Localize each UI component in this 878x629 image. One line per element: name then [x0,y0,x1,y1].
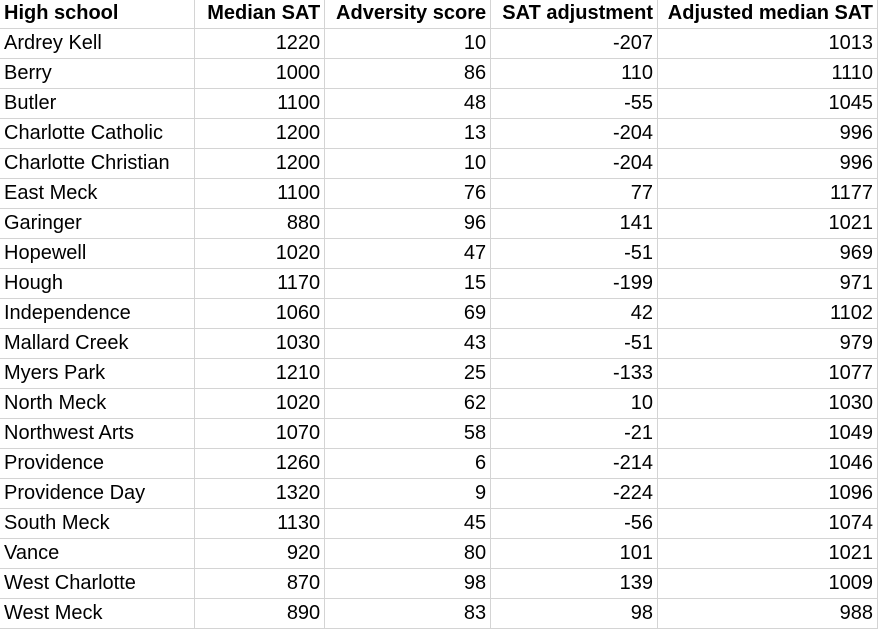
cell-high-school[interactable]: Ardrey Kell [0,28,195,58]
cell-adversity-score[interactable]: 13 [325,118,491,148]
table-row [0,28,878,58]
cell-adjusted-median-sat[interactable]: 996 [658,148,878,178]
cell-high-school[interactable]: Mallard Creek [0,328,195,358]
cell-sat-adjustment[interactable]: -55 [491,88,658,118]
cell-adversity-score[interactable]: 48 [325,88,491,118]
table-row [0,298,878,328]
cell-adversity-score[interactable]: 45 [325,508,491,538]
cell-median-sat[interactable]: 1220 [195,28,325,58]
header-median-sat[interactable]: Median SAT [195,0,325,28]
table-row [0,58,878,88]
table-row [0,88,878,118]
cell-high-school[interactable]: West Charlotte [0,568,195,598]
cell-adjusted-median-sat[interactable]: 996 [658,118,878,148]
cell-adjusted-median-sat[interactable]: 979 [658,328,878,358]
cell-sat-adjustment[interactable]: -199 [491,268,658,298]
cell-sat-adjustment[interactable]: 77 [491,178,658,208]
cell-adversity-score[interactable]: 96 [325,208,491,238]
table-row [0,418,878,448]
table-row [0,448,878,478]
table-row [0,208,878,238]
cell-sat-adjustment[interactable]: 98 [491,598,658,628]
cell-adversity-score[interactable]: 10 [325,148,491,178]
header-adjusted-median-sat[interactable]: Adjusted median SAT [658,0,878,28]
cell-adversity-score[interactable]: 15 [325,268,491,298]
cell-sat-adjustment[interactable]: -51 [491,328,658,358]
cell-adjusted-median-sat[interactable]: 1030 [658,388,878,418]
cell-high-school[interactable]: Vance [0,538,195,568]
cell-median-sat[interactable]: 890 [195,598,325,628]
table-row [0,118,878,148]
cell-adversity-score[interactable]: 83 [325,598,491,628]
cell-median-sat[interactable]: 880 [195,208,325,238]
table-row [0,538,878,568]
cell-adversity-score[interactable]: 69 [325,298,491,328]
table-row [0,598,878,628]
cell-adversity-score[interactable]: 43 [325,328,491,358]
cell-median-sat[interactable]: 1060 [195,298,325,328]
cell-adjusted-median-sat[interactable]: 1049 [658,418,878,448]
cell-adversity-score[interactable]: 10 [325,28,491,58]
cell-adversity-score[interactable]: 58 [325,418,491,448]
cell-adjusted-median-sat[interactable]: 969 [658,238,878,268]
cell-high-school[interactable]: Providence [0,448,195,478]
cell-adversity-score[interactable]: 9 [325,478,491,508]
cell-adversity-score[interactable]: 6 [325,448,491,478]
cell-median-sat[interactable]: 1020 [195,388,325,418]
cell-adjusted-median-sat[interactable]: 1074 [658,508,878,538]
cell-adjusted-median-sat[interactable]: 1102 [658,298,878,328]
cell-adjusted-median-sat[interactable]: 1096 [658,478,878,508]
table-row [0,478,878,508]
cell-adversity-score[interactable]: 80 [325,538,491,568]
cell-sat-adjustment[interactable]: 110 [491,58,658,88]
cell-sat-adjustment[interactable]: -204 [491,118,658,148]
cell-high-school[interactable]: Butler [0,88,195,118]
table-row [0,328,878,358]
table-body [0,28,878,628]
cell-high-school[interactable]: Berry [0,58,195,88]
cell-median-sat[interactable]: 870 [195,568,325,598]
cell-adjusted-median-sat[interactable]: 988 [658,598,878,628]
cell-adjusted-median-sat[interactable]: 971 [658,268,878,298]
table-row [0,508,878,538]
header-high-school[interactable]: High school [0,0,195,28]
cell-sat-adjustment[interactable]: -133 [491,358,658,388]
cell-high-school[interactable]: North Meck [0,388,195,418]
cell-adjusted-median-sat[interactable]: 1009 [658,568,878,598]
cell-high-school[interactable]: Independence [0,298,195,328]
table-row [0,388,878,418]
cell-median-sat[interactable]: 1260 [195,448,325,478]
cell-median-sat[interactable]: 1100 [195,88,325,118]
cell-median-sat[interactable]: 920 [195,538,325,568]
cell-median-sat[interactable]: 1070 [195,418,325,448]
table-row [0,568,878,598]
cell-adversity-score[interactable]: 86 [325,58,491,88]
cell-high-school[interactable]: Hopewell [0,238,195,268]
cell-adjusted-median-sat[interactable]: 1021 [658,538,878,568]
cell-sat-adjustment[interactable]: -207 [491,28,658,58]
table-row [0,358,878,388]
cell-high-school[interactable]: Charlotte Catholic [0,118,195,148]
cell-median-sat[interactable]: 1200 [195,118,325,148]
cell-adjusted-median-sat[interactable]: 1110 [658,58,878,88]
cell-high-school[interactable]: Charlotte Christian [0,148,195,178]
cell-median-sat[interactable]: 1320 [195,478,325,508]
cell-adversity-score[interactable]: 62 [325,388,491,418]
cell-adjusted-median-sat[interactable]: 1077 [658,358,878,388]
cell-adjusted-median-sat[interactable]: 1013 [658,28,878,58]
header-sat-adjustment[interactable]: SAT adjustment [491,0,658,28]
header-row [0,0,878,28]
cell-sat-adjustment[interactable]: -214 [491,448,658,478]
cell-high-school[interactable]: Hough [0,268,195,298]
cell-adversity-score[interactable]: 98 [325,568,491,598]
cell-adversity-score[interactable]: 25 [325,358,491,388]
cell-high-school[interactable]: Myers Park [0,358,195,388]
cell-sat-adjustment[interactable]: 101 [491,538,658,568]
cell-median-sat[interactable]: 1020 [195,238,325,268]
cell-median-sat[interactable]: 1130 [195,508,325,538]
cell-sat-adjustment[interactable]: -51 [491,238,658,268]
cell-adjusted-median-sat[interactable]: 1177 [658,178,878,208]
cell-adjusted-median-sat[interactable]: 1021 [658,208,878,238]
table-row [0,178,878,208]
cell-sat-adjustment[interactable]: 141 [491,208,658,238]
cell-sat-adjustment[interactable]: 139 [491,568,658,598]
cell-sat-adjustment[interactable]: -204 [491,148,658,178]
cell-adversity-score[interactable]: 76 [325,178,491,208]
cell-sat-adjustment[interactable]: -56 [491,508,658,538]
cell-median-sat[interactable]: 1100 [195,178,325,208]
cell-high-school[interactable]: East Meck [0,178,195,208]
cell-high-school[interactable]: Garinger [0,208,195,238]
cell-sat-adjustment[interactable]: -224 [491,478,658,508]
cell-high-school[interactable]: South Meck [0,508,195,538]
cell-sat-adjustment[interactable]: -21 [491,418,658,448]
cell-sat-adjustment[interactable]: 10 [491,388,658,418]
cell-median-sat[interactable]: 1170 [195,268,325,298]
cell-sat-adjustment[interactable]: 42 [491,298,658,328]
table-row [0,268,878,298]
cell-median-sat[interactable]: 1210 [195,358,325,388]
cell-high-school[interactable]: West Meck [0,598,195,628]
cell-adjusted-median-sat[interactable]: 1045 [658,88,878,118]
header-adversity-score[interactable]: Adversity score [325,0,491,28]
cell-median-sat[interactable]: 1200 [195,148,325,178]
cell-adversity-score[interactable]: 47 [325,238,491,268]
cell-median-sat[interactable]: 1030 [195,328,325,358]
cell-median-sat[interactable]: 1000 [195,58,325,88]
cell-high-school[interactable]: Northwest Arts [0,418,195,448]
cell-adjusted-median-sat[interactable]: 1046 [658,448,878,478]
table-row [0,148,878,178]
cell-high-school[interactable]: Providence Day [0,478,195,508]
table-row [0,238,878,268]
